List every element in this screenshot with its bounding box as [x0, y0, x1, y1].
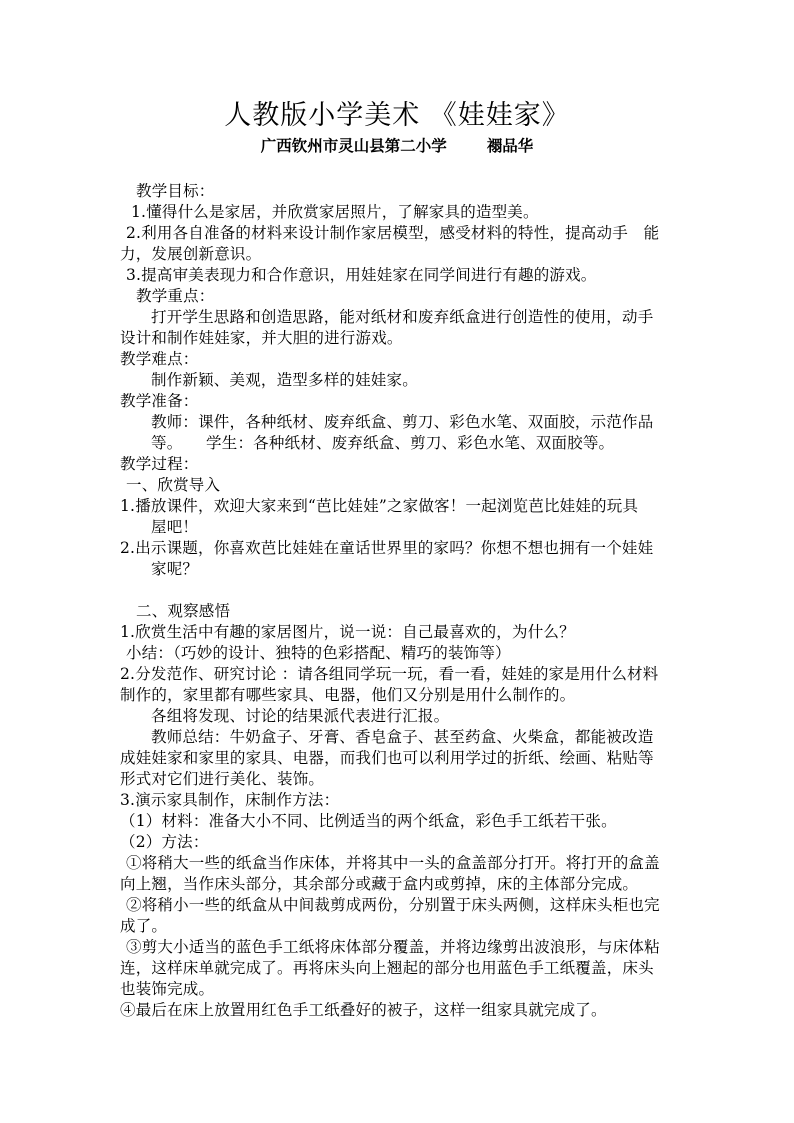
text-line: 设计和制作娃娃家，并大胆的进行游戏。 [120, 329, 403, 347]
author-name: 禤品华 [486, 136, 534, 155]
text-line: 力，发展创新意识。 [120, 245, 262, 263]
text-line: 教学难点： [120, 350, 199, 368]
text-line: 教学过程： [120, 455, 199, 473]
school-name: 广西钦州市灵山县第二小学 [260, 136, 447, 155]
text-line: 教师总结：牛奶盒子、牙膏、香皂盒子、甚至药盒、火柴盒，都能被改造 [151, 728, 654, 746]
text-line: 小结：（巧妙的设计、独特的色彩搭配、精巧的装饰等） [126, 644, 511, 662]
text-line: 等。 学生：各种纸材、废弃纸盒、剪刀、彩色水笔、双面胶等。 [151, 434, 615, 452]
text-line: ①将稍大一些的纸盒当作床体，并将其中一头的盒盖部分打开。将打开的盒盖 [126, 854, 660, 872]
text-line: 成了。 [120, 917, 168, 935]
text-line: 成娃娃家和家里的家具、电器，而我们也可以利用学过的折纸、绘画、粘贴等 [120, 749, 654, 767]
text-line: 连，这样床单就完成了。再将床头向上翘起的部分也用蓝色手工纸覆盖，床头 [120, 959, 654, 977]
text-line: 教学准备： [120, 392, 199, 410]
text-line: （2）方法： [120, 833, 209, 851]
text-line: 打开学生思路和创造思路，能对纸材和废弃纸盒进行创造性的使用，动手 [151, 308, 654, 326]
text-line: ④最后在床上放置用红色手工纸叠好的被子，这样一组家具就完成了。 [120, 1001, 607, 1019]
text-line: 二、观察感悟 [136, 602, 231, 620]
text-line: 形式对它们进行美化、装饰。 [120, 770, 325, 788]
text-line: 1.播放课件，欢迎大家来到“芭比娃娃”之家做客！一起浏览芭比娃娃的玩具 [120, 497, 639, 515]
text-line: 教学目标： [136, 182, 215, 200]
text-line: 3.演示家具制作，床制作方法： [120, 791, 340, 809]
text-line: 2.利用各自准备的材料来设计制作家居模型，感受材料的特性，提高动手 能 [126, 224, 660, 242]
text-line: 3.提高审美表现力和合作意识，用娃娃家在同学间进行有趣的游戏。 [126, 266, 597, 284]
text-line: 屋吧！ [151, 518, 199, 536]
text-line: 向上翘，当作床头部分，其余部分或藏于盒内或剪掉，床的主体部分完成。 [120, 875, 639, 893]
text-line: 教学重点： [136, 287, 215, 305]
text-line: 各组将发现、讨论的结果派代表进行汇报。 [151, 707, 450, 725]
text-line: 制作的，家里都有哪些家具、电器，他们又分别是用什么制作的。 [120, 686, 576, 704]
text-line: 1.懂得什么是家居，并欣赏家居照片，了解家具的造型美。 [131, 203, 539, 221]
document-title: 人教版小学美术 《娃娃家》 [224, 100, 570, 131]
text-line: ③剪大小适当的蓝色手工纸将床体部分覆盖，并将边缘剪出波浪形，与床体粘 [126, 938, 660, 956]
text-line: （1）材料：准备大小不同、比例适当的两个纸盒，彩色手工纸若干张。 [120, 812, 617, 830]
text-line: 2.分发范作、研究讨论 ：请各组同学玩一玩，看一看，娃娃的家是用什么材料 [120, 665, 659, 683]
text-line: ②将稍小一些的纸盒从中间裁剪成两份，分别置于床头两侧，这样床头柜也完 [126, 896, 660, 914]
text-line: 制作新颖、美观，造型多样的娃娃家。 [151, 371, 418, 389]
text-line: 1.欣赏生活中有趣的家居图片，说一说：自己最喜欢的，为什么？ [120, 623, 575, 641]
document-subtitle [0, 136, 794, 156]
text-line: 家呢？ [151, 560, 199, 578]
text-line: 一、欣赏导入 [126, 476, 221, 494]
text-line: 2.出示课题，你喜欢芭比娃娃在童话世界里的家吗？你想不想也拥有一个娃娃 [120, 539, 654, 557]
text-line: 教师：课件，各种纸材、废弃纸盒、剪刀、彩色水笔、双面胶，示范作品 [151, 413, 654, 431]
text-line: 也装饰完成。 [120, 980, 215, 998]
